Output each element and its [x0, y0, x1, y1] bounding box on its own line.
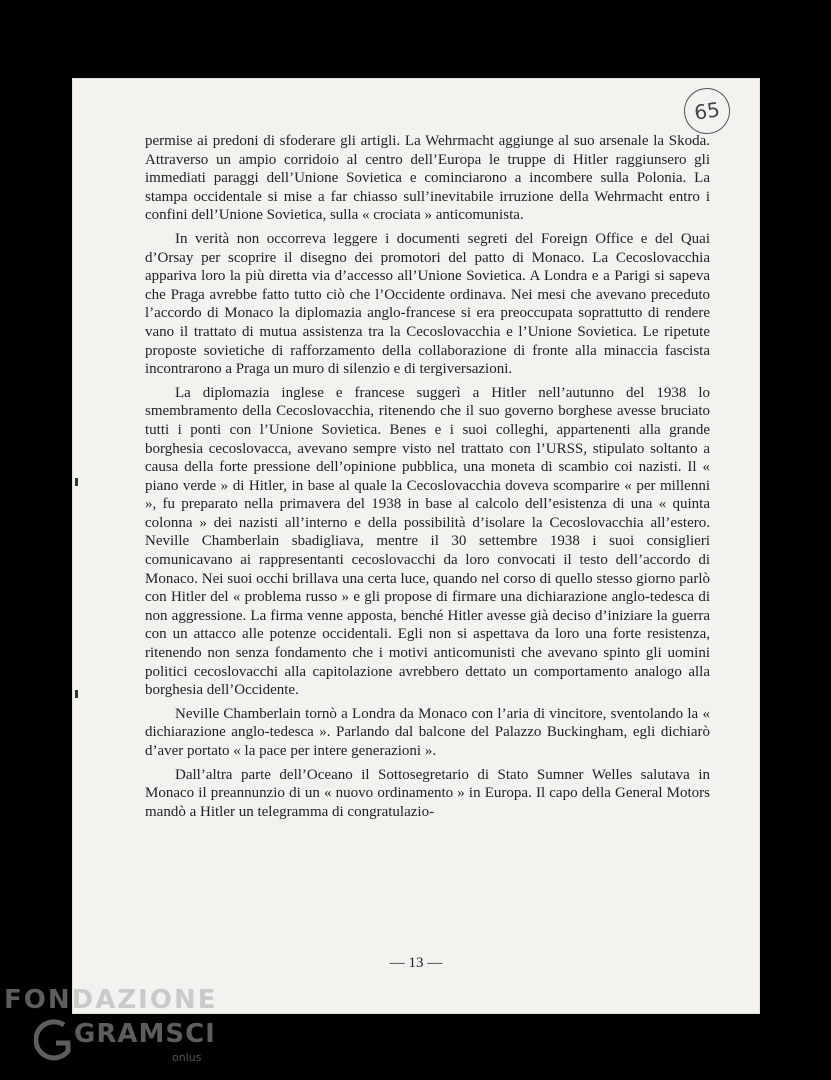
watermark-line2: GRAMSCI	[74, 1019, 216, 1049]
watermark-line1: FONDAZIONE	[4, 985, 218, 1015]
watermark-line3: onlus	[172, 1051, 202, 1064]
body-text	[145, 132, 710, 826]
fondazione-gramsci-watermark	[4, 985, 244, 1075]
paragraph: Dall’altra parte dell’Oceano il Sottosegretario di Stato Sumner Welles salutava in Monaco il preannunzio di un « nuovo ordinamento » in Europa. Il capo della General Motors mandò a Hitler un telegramma di congratulazio-	[145, 766, 710, 820]
paragraph: permise ai predoni di sfoderare gli artigli. La Wehrmacht aggiunge al suo arsenale la Skoda. Attraverso un ampio corridoio al centro dell’Europa le truppe di Hitler raggiunsero gli immediati paraggi dell’Unione Sovietica e cominciarono a incombere sulla Polonia. La stampa occidentale si mise a far chiasso sull’inevitabile irruzione della Wehrmacht entro i confini dell’Unione Sovietica, sulla « crociata » anticomunista.	[145, 133, 710, 224]
handwritten-page-annotation: 65	[681, 85, 733, 137]
binding-staple-mark	[75, 478, 78, 486]
gramsci-logo-icon	[34, 1017, 74, 1067]
paragraph: In verità non occorreva leggere i documenti segreti del Foreign Office e del Quai d’Orsay per scoprire il disegno dei promotori del patto di Monaco. La Cecoslovacchia appariva loro la più diretta via d’accesso all’Unione Sovietica. A Londra e a Parigi si sapeva che Praga avrebbe fatto tutto ciò che l’Occidente ordinava. Nei mesi che avevano preceduto l’accordo di Monaco la diplomazia anglo-francese si era preoccupata soprattutto di rendere vano il trattato di mutua assistenza tra la Cecoslovacchia e l’Unione Sovietica. Le ripetute proposte sovietiche di rafforzamento della collaborazione di fronte alla minaccia fascista incontrarono a Praga un muro di silenzio e di tergiversazioni.	[145, 230, 710, 378]
paragraph: La diplomazia inglese e francese suggerì a Hitler nell’autunno del 1938 lo smembramento della Cecoslovacchia, ritenendo che il suo governo borghese avesse bruciato tutti i ponti con l’Unione Sovietica. Benes e i suoi colleghi, appartenenti alla grande borghesia cecoslovacca, avevano sempre visto nel trattato con l’URSS, stipulato soltanto a causa della forte pressione dell’opinione pubblica, una moneta di scambio coi nazisti. Il « piano verde » di Hitler, in base al quale la Cecoslovacchia doveva scomparire « per millenni », fu preparato nella primavera del 1938 in base al calcolo dell’esistenza di una « quinta colonna » dei nazisti all’interno e della possibilità d’isolare la Cecoslovacchia all’estero. Neville Chamberlain sbadigliava, mentre il 30 settembre 1938 i suoi consiglieri comunicavano ai rappresentanti cecoslovacchi da loro convocati il testo dell’accordo di Monaco. Nei suoi occhi brillava una certa luce, quando nel corso di quello stesso giorno parlò con Hitler del « problema russo » e gli propose di firmare una dichiarazione anglo-tedesca di non aggressione. La firma venne apposta, benché Hitler avesse già deciso d’iniziare la guerra con un attacco alle potenze occidentali. Egli non si aspettava da loro una forte resistenza, ritenendo non senza fondamento che i motivi anticomunisti che avevano spinto gli uomini politici cecoslovacchi alla capitolazione avrebbero dettato un comportamento analogo alla borghesia dell’Occidente.	[145, 384, 710, 699]
page-number: — 13 —	[389, 955, 443, 971]
paragraph: Neville Chamberlain tornò a Londra da Monaco con l’aria di vincitore, sventolando la « dichiarazione anglo-tedesca ». Parlando dal balcone del Palazzo Buckingham, egli dichiarò d’aver portato « la pace per intere generazioni ».	[145, 705, 710, 759]
binding-staple-mark	[75, 690, 78, 698]
document-page	[72, 78, 760, 1014]
